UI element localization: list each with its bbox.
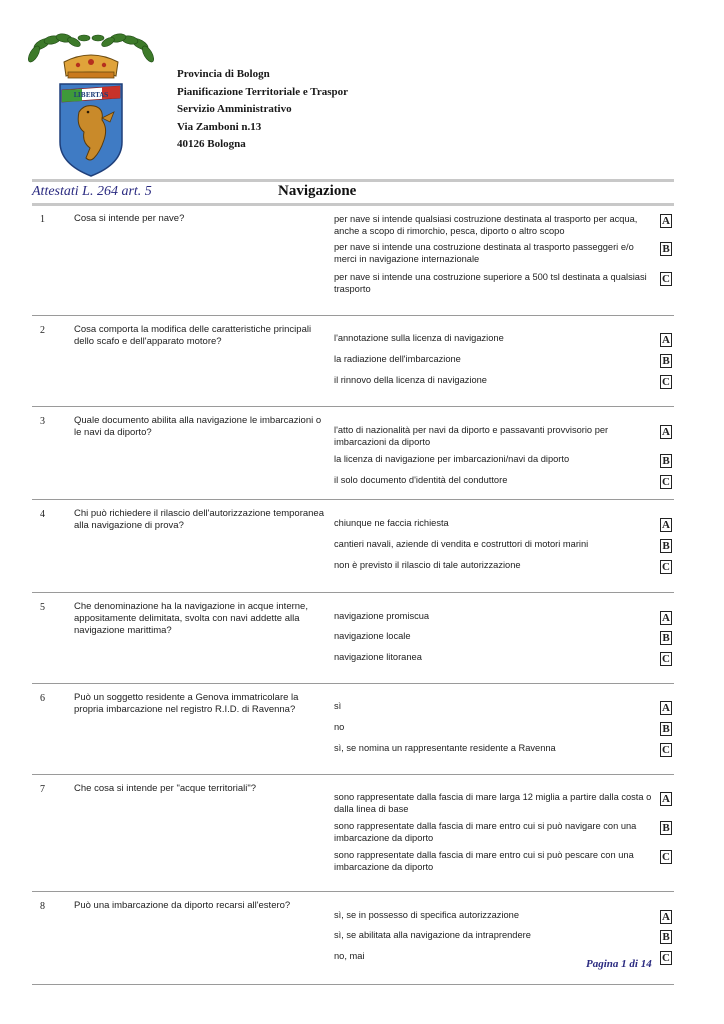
answer-option-text: cantieri navali, aziende di vendita e costruttori di motori marini	[334, 539, 589, 549]
question-block	[32, 900, 674, 985]
answer-option-text: navigazione locale	[334, 631, 411, 641]
answer-letter-box[interactable]: B	[660, 454, 672, 468]
answer-option-text: sono rappresentate dalla fascia di mare larga 12 miglia a partire dalla costa o dalla linea di base	[334, 792, 652, 814]
question-block	[32, 783, 674, 892]
answer-option-text: navigazione promiscua	[334, 611, 430, 621]
document-subtitle: Attestati L. 264 art. 5	[32, 184, 152, 199]
organization-address-block	[177, 66, 348, 154]
answer-letter-box[interactable]: C	[660, 475, 672, 489]
answer-letter-box[interactable]: B	[660, 354, 672, 368]
answer-letter-box[interactable]: B	[660, 539, 672, 553]
section-title-bar	[32, 179, 674, 207]
answer-option-text: il solo documento d'identità del conduttore	[334, 475, 508, 485]
title-bottom-rule	[32, 203, 674, 206]
answer-letter-box[interactable]: B	[660, 242, 672, 256]
answer-letter-box[interactable]: A	[660, 333, 672, 347]
answer-letter-box[interactable]: B	[660, 930, 672, 944]
question-block	[32, 508, 674, 593]
question-text: Può un soggetto residente a Genova immatricolare la propria imbarcazione nel registro R.I.D. di Ravenna?	[74, 692, 299, 715]
question-text: Può una imbarcazione da diporto recarsi all'estero?	[74, 900, 291, 911]
org-line-1: Provincia di Bologn	[177, 68, 270, 80]
question-text: Quale documento abilita alla navigazione le imbarcazioni o le navi da diporto?	[74, 415, 322, 438]
answer-option-text: navigazione litoranea	[334, 652, 422, 662]
answer-option-text: per nave si intende una costruzione superiore a 500 tsl destinata a qualsiasi trasporto	[334, 272, 647, 294]
question-text: Che denominazione ha la navigazione in acque interne, appositamente delimitata, svolta con navi addette alla navigazione marittima?	[74, 601, 308, 636]
question-number: 1	[40, 214, 45, 225]
province-coat-of-arms-logo	[24, 32, 158, 178]
answer-option-text: no, mai	[334, 951, 365, 961]
answer-option-text: sì	[334, 701, 342, 711]
answer-option-text: chiunque ne faccia richiesta	[334, 518, 449, 528]
answer-option-text: sono rappresentate dalla fascia di mare entro cui si può pescare con una imbarcazione da diporto	[334, 850, 634, 872]
question-block	[32, 324, 674, 407]
answer-letter-box[interactable]: B	[660, 821, 672, 835]
answer-letter-box[interactable]: C	[660, 375, 672, 389]
answer-letter-box[interactable]: C	[660, 560, 672, 574]
svg-text:LIBERTAS: LIBERTAS	[73, 92, 109, 99]
answer-letter-box[interactable]: A	[660, 910, 672, 924]
answer-letter-box[interactable]: C	[660, 743, 672, 757]
answer-option-text: la licenza di navigazione per imbarcazioni/navi da diporto	[334, 454, 570, 464]
answer-option-text: no	[334, 722, 345, 732]
question-list	[32, 213, 674, 985]
answer-option-text: sono rappresentate dalla fascia di mare entro cui si può navigare con una imbarcazione da diporto	[334, 821, 637, 843]
question-number: 8	[40, 901, 45, 912]
answer-letter-box[interactable]: A	[660, 214, 672, 228]
org-line-2: Pianificazione Territoriale e Traspor	[177, 85, 348, 98]
answer-option-text: la radiazione dell'imbarcazione	[334, 354, 461, 364]
answer-letter-box[interactable]: C	[660, 272, 672, 286]
question-block	[32, 692, 674, 775]
answer-option-text: per nave si intende una costruzione destinata al trasporto passeggeri e/o merci in navigazione internazionale	[334, 242, 634, 264]
answer-option-text: sì, se nomina un rappresentante residente a Ravenna	[334, 743, 556, 753]
question-number: 2	[40, 325, 45, 336]
question-text: Chi può richiedere il rilascio dell'autorizzazione temporanea alla navigazione di prova?	[74, 508, 325, 531]
answer-option-text: l'annotazione sulla licenza di navigazione	[334, 333, 504, 343]
question-number: 5	[40, 602, 45, 613]
org-line-3: Servizio Amministrativo	[177, 103, 292, 115]
answer-letter-box[interactable]: B	[660, 722, 672, 736]
answer-letter-box[interactable]: C	[660, 652, 672, 666]
answer-letter-box[interactable]: A	[660, 425, 672, 439]
question-text: Cosa comporta la modifica delle caratteristiche principali dello scafo e dell'apparato motore?	[74, 324, 312, 347]
answer-option-text: non è previsto il rilascio di tale autorizzazione	[334, 560, 521, 570]
answer-letter-box[interactable]: A	[660, 518, 672, 532]
question-block	[32, 415, 674, 500]
question-block	[32, 213, 674, 316]
question-number: 6	[40, 693, 45, 704]
answer-option-text: sì, se abilitata alla navigazione da intraprendere	[334, 930, 531, 940]
question-block	[32, 601, 674, 684]
question-text: Che cosa si intende per "acque territoriali"?	[74, 783, 257, 794]
answer-option-text: per nave si intende qualsiasi costruzione destinata al trasporto per acqua, anche a scopo di rimorchio, pesca, diporto o altro scopo	[334, 214, 638, 236]
answer-letter-box[interactable]: C	[660, 850, 672, 864]
question-number: 7	[40, 784, 45, 795]
answer-option-text: il rinnovo della licenza di navigazione	[334, 375, 487, 385]
org-line-4: Via Zamboni n.13	[177, 120, 262, 133]
org-line-5: 40126 Bologna	[177, 138, 246, 150]
answer-option-text: sì, se in possesso di specifica autorizzazione	[334, 910, 519, 920]
answer-letter-box[interactable]: A	[660, 792, 672, 806]
answer-letter-box[interactable]: A	[660, 701, 672, 715]
answer-letter-box[interactable]: C	[660, 951, 672, 965]
page-title: Navigazione	[278, 183, 357, 199]
question-number: 3	[40, 416, 45, 427]
answer-letter-box[interactable]: A	[660, 611, 672, 625]
answer-option-text: l'atto di nazionalità per navi da diporto e passavanti provvisorio per imbarcazioni da diporto	[334, 425, 609, 447]
question-text: Cosa si intende per nave?	[74, 213, 185, 224]
title-top-rule	[32, 179, 674, 182]
question-number: 4	[40, 509, 45, 520]
answer-letter-box[interactable]: B	[660, 631, 672, 645]
page-number-footer: Pagina 1 di 14	[586, 958, 652, 970]
